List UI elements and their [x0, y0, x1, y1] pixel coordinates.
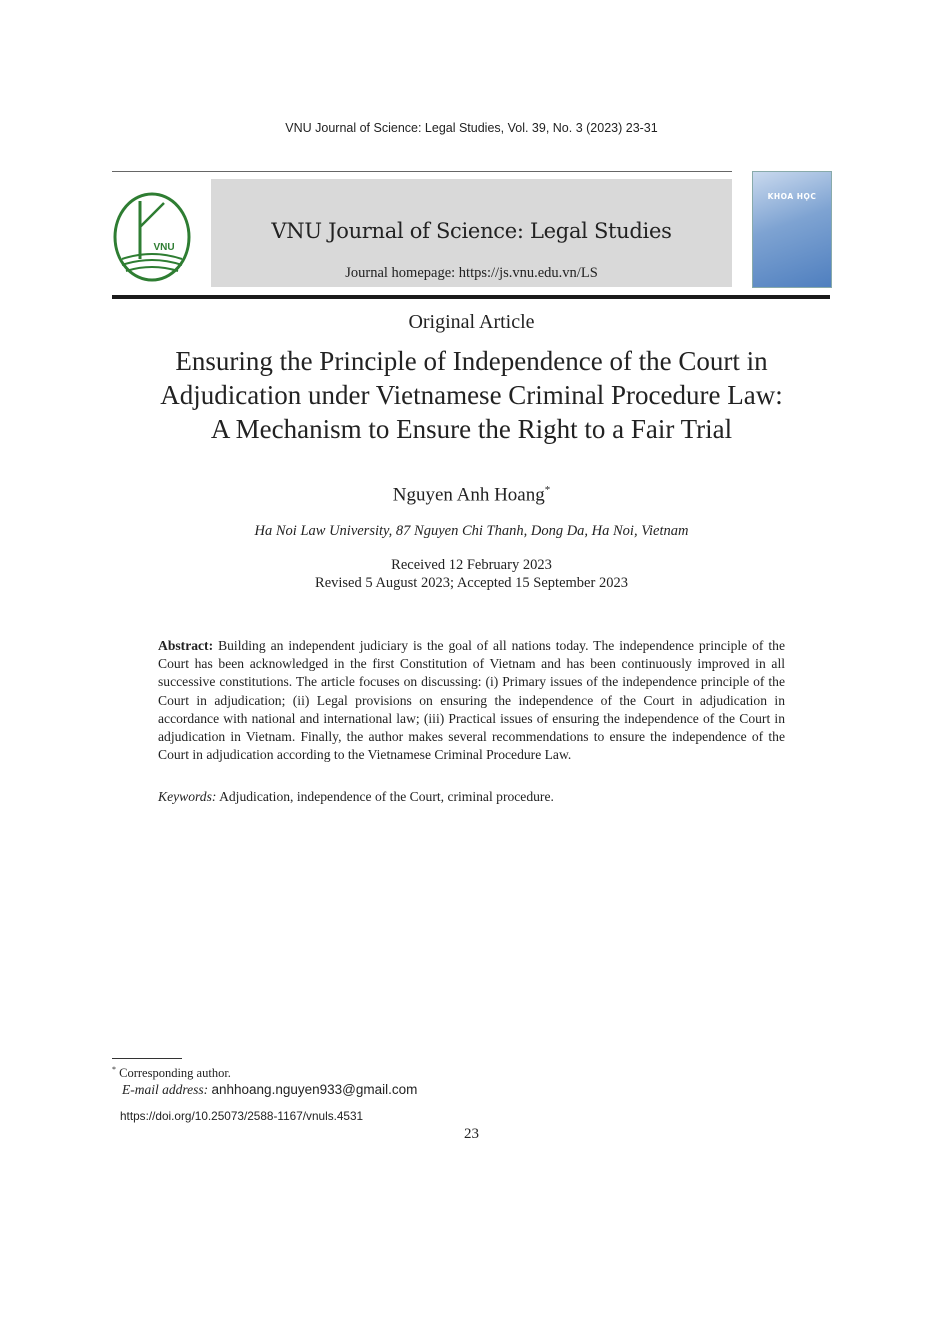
abstract-label: Abstract:	[158, 638, 214, 653]
cover-title: KHOA HỌC	[767, 192, 817, 201]
author-mark: *	[544, 484, 551, 496]
page-number: 23	[464, 1126, 479, 1142]
article-title	[60, 344, 883, 446]
journal-name: VNU Journal of Science: Legal Studies	[271, 219, 672, 243]
footnote-email	[122, 1082, 417, 1098]
footnote-rule	[112, 1058, 182, 1059]
journal-homepage[interactable]: Journal homepage: https://js.vnu.edu.vn/LS	[345, 265, 598, 281]
footnote-corresponding	[112, 1065, 231, 1081]
author-name: Nguyen Anh Hoang	[392, 484, 545, 506]
abstract	[158, 637, 785, 764]
email-address[interactable]: anhhoang.nguyen933@gmail.com	[211, 1082, 418, 1097]
revised-accepted-date: Revised 5 August 2023; Accepted 15 September 2023	[315, 575, 628, 591]
title-line: Adjudication under Vietnamese Criminal Procedure Law:	[160, 380, 783, 410]
title-line: A Mechanism to Ensure the Right to a Fair Trial	[210, 414, 733, 444]
abstract-text: Building an independent judiciary is the goal of all nations today. The independence principle of the Court has been acknowledged in the first Constitution of Vietnam and has been continuously improved in all successive constitutions. The article focuses on discussing: (i) Primary issues of the independence principle of the Court in adjudication; (ii) Legal provisions on ensuring the independence of the Court in adjudication in accordance with national and international law; (iii) Practical issues of ensuring the independence of the Court in adjudication in Vietnam. Finally, the author makes several recommendations to ensure the independence of the Court in adjudication according to the Vietnamese Criminal Procedure Law.	[158, 638, 785, 763]
title-line: Ensuring the Principle of Independence of the Court in	[175, 346, 768, 376]
keywords-label: Keywords:	[158, 789, 217, 804]
received-date: Received 12 February 2023	[391, 557, 552, 573]
journal-cover-image	[752, 171, 832, 288]
keywords-text: Adjudication, independence of the Court, criminal procedure.	[219, 789, 554, 804]
journal-banner	[112, 171, 830, 300]
doi-link[interactable]: https://doi.org/10.25073/2588-1167/vnuls.4531	[120, 1109, 364, 1123]
vnu-logo	[112, 187, 194, 283]
banner-rule	[112, 295, 830, 299]
author	[0, 484, 943, 506]
footnote-mark: *	[112, 1065, 116, 1074]
running-head: VNU Journal of Science: Legal Studies, Vol. 39, No. 3 (2023) 23-31	[285, 121, 658, 135]
corresponding-label: Corresponding author.	[119, 1066, 231, 1081]
journal-header-box	[211, 179, 732, 287]
email-label: E-mail address:	[122, 1082, 209, 1097]
keywords	[158, 789, 785, 805]
banner-top-line	[112, 171, 732, 172]
article-type: Original Article	[408, 311, 535, 333]
logo-text: VNU	[153, 242, 175, 253]
affiliation: Ha Noi Law University, 87 Nguyen Chi Thanh, Dong Da, Ha Noi, Vietnam	[254, 523, 689, 539]
